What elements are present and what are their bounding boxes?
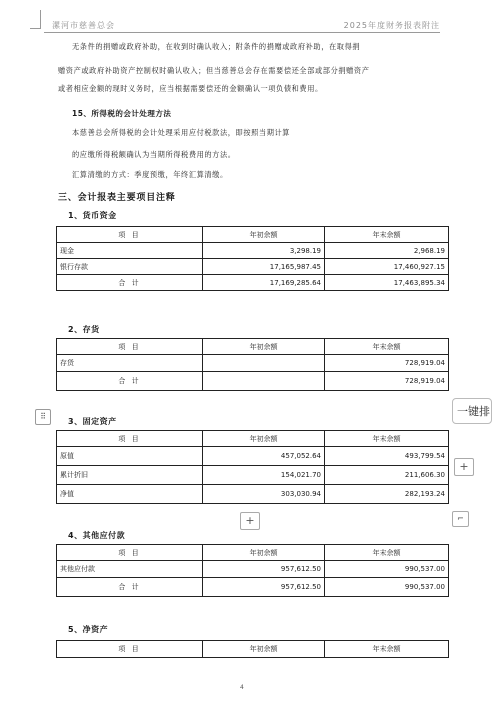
header-item: 项 目 (57, 431, 203, 447)
income-tax-line-1: 本慈善总会所得税的会计处理采用应付税款法，即按照当期计算 (72, 128, 291, 137)
row-opening: 457,052.64 (203, 447, 325, 466)
table-total-row (57, 372, 449, 391)
row-closing: 990,537.00 (325, 561, 449, 578)
row-opening: 303,030.94 (203, 485, 325, 504)
row-closing: 493,799.54 (325, 447, 449, 466)
table-row (57, 466, 449, 485)
row-item: 原值 (57, 447, 203, 466)
income-tax-heading: 15、所得税的会计处理方法 (72, 109, 172, 118)
header-opening: 年初余额 (203, 431, 325, 447)
net-assets-table (56, 640, 449, 658)
header-closing: 年末余额 (325, 227, 449, 243)
table-header-row (57, 339, 449, 355)
header-closing: 年末余额 (325, 339, 449, 355)
drag-handle-icon[interactable]: ⠿ (35, 409, 51, 425)
other-payables-title: 4、其他应付款 (68, 531, 126, 540)
row-item: 现金 (57, 243, 203, 259)
header-opening: 年初余额 (203, 227, 325, 243)
row-opening: 3,298.19 (203, 243, 325, 259)
row-closing: 282,193.24 (325, 485, 449, 504)
fixed-assets-table (56, 430, 449, 504)
income-tax-line-2: 的应缴所得税额确认为当期所得税费用的方法。 (72, 150, 236, 159)
table-row (57, 243, 449, 259)
fixed-assets-title: 3、固定资产 (68, 417, 117, 426)
total-closing: 17,463,895.34 (325, 275, 449, 291)
intro-line-3: 或者相应金额的现时义务时，应当根据需要偿还的金额确认一项负债和费用。 (58, 84, 323, 93)
total-closing: 728,919.04 (325, 372, 449, 391)
header-item: 项 目 (57, 641, 203, 658)
header-opening: 年初余额 (203, 641, 325, 658)
row-item: 存货 (57, 355, 203, 372)
header-report-title: 2025年度财务报表附注 (343, 21, 440, 30)
total-label: 合 计 (57, 275, 203, 291)
inventory-table (56, 338, 449, 391)
cash-title: 1、货币资金 (68, 211, 117, 220)
one-click-format-button[interactable]: 一键排 (452, 398, 492, 424)
table-header-row (57, 641, 449, 658)
cash-table (56, 226, 449, 291)
page-header (44, 18, 440, 33)
total-label: 合 计 (57, 578, 203, 597)
row-item: 其他应付款 (57, 561, 203, 578)
header-closing: 年末余额 (325, 431, 449, 447)
net-assets-title: 5、净资产 (68, 625, 109, 634)
table-header-row (57, 431, 449, 447)
table-header-row (57, 227, 449, 243)
total-opening: 957,612.50 (203, 578, 325, 597)
header-org-name: 漯河市慈善总会 (52, 21, 115, 30)
header-item: 项 目 (57, 545, 203, 561)
row-closing: 211,606.30 (325, 466, 449, 485)
total-label: 合 计 (57, 372, 203, 391)
row-opening: 154,021.70 (203, 466, 325, 485)
row-item: 净值 (57, 485, 203, 504)
total-closing: 990,537.00 (325, 578, 449, 597)
table-row (57, 355, 449, 372)
intro-line-1: 无条件的捐赠或政府补助，在收到时确认收入；附条件的捐赠或政府补助，在取得捐 (72, 42, 361, 51)
table-row (57, 259, 449, 275)
row-opening: 17,165,987.45 (203, 259, 325, 275)
page-number: 4 (240, 684, 244, 691)
income-tax-line-3: 汇算清缴的方式：季度预缴，年终汇算清缴。 (72, 170, 228, 179)
section-title: 三、会计报表主要项目注释 (58, 193, 176, 203)
resize-corner-icon[interactable]: ⌐ (452, 511, 469, 527)
row-item: 银行存款 (57, 259, 203, 275)
inventory-title: 2、存货 (68, 325, 100, 334)
total-opening: 17,169,285.64 (203, 275, 325, 291)
row-closing: 17,460,927.15 (325, 259, 449, 275)
row-opening (203, 355, 325, 372)
other-payables-table (56, 544, 449, 597)
header-item: 项 目 (57, 227, 203, 243)
add-block-button[interactable]: + (240, 512, 260, 530)
header-closing: 年末余额 (325, 545, 449, 561)
table-row (57, 447, 449, 466)
add-side-button[interactable]: + (454, 458, 474, 476)
table-header-row (57, 545, 449, 561)
row-opening: 957,612.50 (203, 561, 325, 578)
header-opening: 年初余额 (203, 545, 325, 561)
header-opening: 年初余额 (203, 339, 325, 355)
row-closing: 728,919.04 (325, 355, 449, 372)
table-row (57, 485, 449, 504)
table-total-row (57, 275, 449, 291)
header-closing: 年末余额 (325, 641, 449, 658)
total-opening (203, 372, 325, 391)
intro-line-2: 赠资产或政府补助资产控制权时确认收入；但当慈善总会存在需要偿还全部或部分捐赠资产 (58, 66, 370, 75)
row-item: 累计折旧 (57, 466, 203, 485)
header-item: 项 目 (57, 339, 203, 355)
table-row (57, 561, 449, 578)
crop-mark (30, 10, 41, 29)
table-total-row (57, 578, 449, 597)
row-closing: 2,968.19 (325, 243, 449, 259)
